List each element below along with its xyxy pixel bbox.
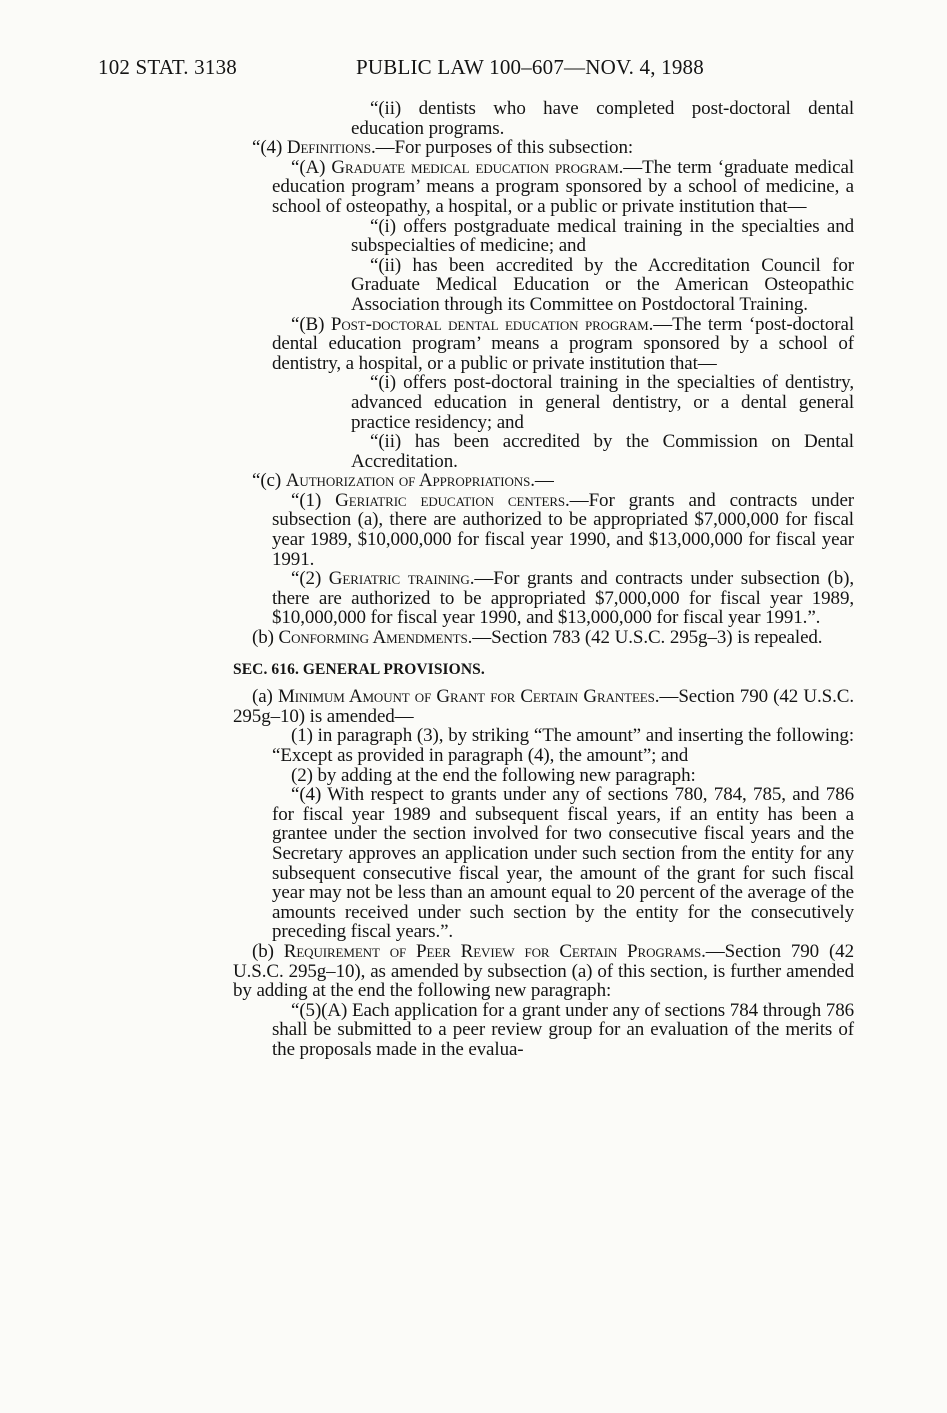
clause-i-postgraduate: “(i) offers postgraduate medical training in the specialties and subspecialties of medicine; and: [351, 215, 854, 257]
paragraph-2-adding: (2) by adding at the end the following new paragraph:: [291, 764, 696, 786]
paragraph-lead: “(4): [252, 137, 287, 159]
paragraph-4-definitions: [233, 138, 854, 158]
paragraph-text: .—Section 790 (42 U.S.C. 295g–10), as amended by subsection (a) of this section, is further amended by adding at the end the following new paragraph:: [233, 940, 854, 1002]
paragraph-heading: Post-doctoral dental education program: [330, 313, 649, 335]
paragraph-text: .—The term ‘post-doctoral dental education program’ means a program sponsored by a school of dentistry, a hospital, or a public or private institution that—: [272, 313, 855, 374]
new-paragraph-5a: “(5)(A) Each application for a grant under any of sections 784 through 786 shall be submitted to a peer review group for an evaluation of the merits of the proposals made in the evalua-: [272, 999, 854, 1060]
paragraph-lead: “(1): [291, 489, 336, 511]
law-reference: PUBLIC LAW 100–607—NOV. 4, 1988: [356, 55, 704, 79]
paragraph-heading: Geriatric education centers: [335, 489, 566, 511]
paragraph-2-geriatric-training: [233, 569, 854, 628]
paragraph-heading: Graduate medical education program: [331, 156, 619, 178]
subsection-c-authorization: [233, 471, 854, 491]
subparagraph-b-dental: [233, 315, 854, 374]
clause-ii-accredited: “(ii) has been accredited by the Accreditation Council for Graduate Medical Education or the American Osteopathic Association through its Committee on Postdoctoral Training.: [351, 254, 854, 315]
paragraph-text: .—Section 783 (42 U.S.C. 295g–3) is repealed.: [467, 627, 823, 649]
new-paragraph-4: “(4) With respect to grants under any of sections 780, 784, 785, and 786 for fiscal year 1989 and subsequent fiscal years, if an entity has been a grantee under the section involved for two consecutive fiscal years and the Secretary approves an application under such section from the entity for any subsequent consecutive fiscal year, the amount of the grant for such fiscal year may not be less than an amount equal to 20 percent of the average of the amounts received under such section by the entity for the consecutively preceding fiscal years.”.: [272, 784, 854, 943]
subsection-a-minimum-amount: [233, 687, 854, 726]
paragraph-text: .—For purposes of this subsection:: [370, 137, 634, 159]
paragraph-lead: “(B): [291, 313, 331, 335]
paragraph-heading: Minimum Amount of Grant for Certain Grantees: [277, 686, 655, 708]
clause-i-post-doctoral: “(i) offers post-doctoral training in the specialties of dentistry, advanced education in general dentistry, or a dental general practice residency; and: [351, 372, 854, 433]
paragraph-heading: Definitions: [286, 137, 371, 159]
paragraph-text: .—For grants and contracts under subsection (a), there are authorized to be appropriated $7,000,000 for fiscal year 1989, $10,000,000 for fiscal year 1990, and $13,000,000 for fiscal year 1991.: [272, 489, 855, 570]
paragraph-text: .—Section 790 (42 U.S.C. 295g–10) is amended—: [233, 686, 854, 727]
paragraph-lead: (b): [252, 940, 284, 962]
paragraph-1-striking: (1) in paragraph (3), by striking “The amount” and inserting the following: “Except as provided in paragraph (4), the amount”; and: [272, 725, 854, 766]
section-heading: SEC. 616. GENERAL PROVISIONS.: [233, 660, 485, 678]
paragraph-lead: “(A): [291, 156, 332, 178]
paragraph-heading: Requirement of Peer Review for Certain Programs: [283, 940, 702, 962]
paragraph-text: .—The term ‘graduate medical education program’ means a program sponsored by a school of medicine, a school of osteopathy, a hospital, or a public or private institution that—: [272, 156, 854, 217]
clause-ii-dentists: “(ii) dentists who have completed post-doctoral dental education programs.: [351, 98, 854, 139]
paragraph-heading: Geriatric training: [328, 568, 470, 590]
paragraph-lead: (a): [252, 686, 278, 708]
paragraph-text: .—: [530, 470, 554, 492]
clause-ii-commission: “(ii) has been accredited by the Commission on Dental Accreditation.: [351, 431, 854, 472]
document-body: [233, 99, 854, 1060]
paragraph-lead: “(2): [291, 568, 329, 590]
paragraph-lead: “(c): [252, 470, 286, 492]
page-reference: 102 STAT. 3138: [98, 55, 237, 79]
paragraph-1-geriatric-centers: [233, 491, 854, 569]
paragraph-text: .—For grants and contracts under subsection (b), there are authorized to be appropriated $7,000,000 for fiscal year 1989, $10,000,000 for fiscal year 1990, and $13,000,000 for fiscal year 1991.”.: [272, 568, 854, 629]
subsection-b-conforming: [233, 628, 854, 648]
paragraph-lead: (b): [252, 627, 279, 649]
paragraph-heading: Authorization of Appropriations: [285, 470, 531, 492]
subsection-b-peer-review: [233, 942, 854, 1001]
subparagraph-a-graduate: [233, 158, 854, 217]
paragraph-heading: Conforming Amendments: [278, 627, 468, 649]
